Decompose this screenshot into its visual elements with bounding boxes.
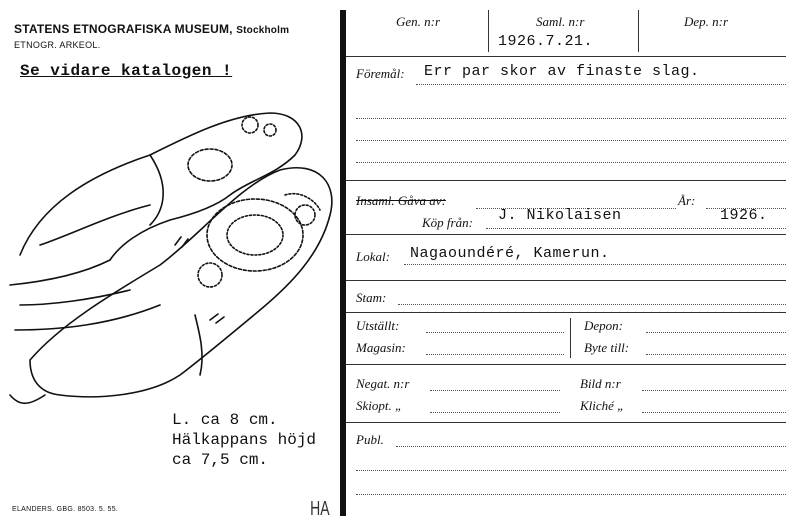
lokal-label: Lokal: [356, 249, 390, 264]
kop-value: J. Nikolaisen [498, 207, 622, 224]
depon-label: Depon: [584, 318, 623, 333]
catalog-card-right [346, 0, 796, 526]
dotted-line [642, 412, 786, 413]
rule-lokal [346, 280, 786, 281]
rule-kop [346, 234, 786, 235]
skiopt-label: Skiopt. „ [356, 398, 403, 413]
saml-number-value: 1926.7.21. [498, 33, 594, 50]
dotted-line [646, 354, 786, 355]
heel-height-value: ca 7,5 cm. [172, 451, 269, 469]
gen-number-label: Gen. n:r [396, 14, 441, 29]
insaml-label: Insaml. Gåva av: [356, 193, 446, 208]
header-divider-2 [638, 10, 639, 52]
dotted-line [646, 332, 786, 333]
rule-storage [346, 364, 786, 365]
kliche-label: Kliché „ [580, 398, 625, 413]
publ-label: Publ. [356, 432, 384, 447]
museum-city: Stockholm [236, 25, 290, 36]
foremal-value: Err par skor av finaste slag. [424, 63, 700, 80]
see-catalog-note: Se vidare katalogen ! [20, 62, 233, 80]
dotted-line [486, 228, 786, 229]
dotted-line [430, 412, 560, 413]
department-line: ETNOGR. ARKEOL. [14, 40, 101, 50]
length-note: L. ca 8 cm. [172, 411, 278, 429]
dotted-line [416, 84, 786, 85]
kop-year: 1926. [720, 207, 768, 224]
dotted-line [430, 390, 560, 391]
magasin-label: Magasin: [356, 340, 406, 355]
negat-label: Negat. n:r [356, 376, 410, 391]
kop-label: Köp från: [422, 215, 473, 230]
heel-height-label: Hälkappans höjd [172, 431, 317, 449]
dotted-line [356, 470, 786, 471]
dotted-line [642, 390, 786, 391]
header-divider-1 [488, 10, 489, 52]
dotted-line [396, 446, 786, 447]
dotted-line [426, 332, 564, 333]
museum-name [14, 22, 289, 36]
dotted-line [356, 162, 786, 163]
handwritten-mark: HA [310, 498, 330, 520]
rule-header [346, 56, 786, 57]
byte-label: Byte till: [584, 340, 630, 355]
utstallt-label: Utställt: [356, 318, 400, 333]
printer-imprint: ELANDERS. GBG. 8503. 5. 55. [12, 506, 119, 513]
dotted-line [426, 354, 564, 355]
rule-stam [346, 312, 786, 313]
shoe-illustration [0, 95, 340, 415]
saml-number-label: Saml. n:r [536, 14, 585, 29]
ar-label: År: [678, 193, 696, 208]
dotted-line [356, 118, 786, 119]
museum-name-text: STATENS ETNOGRAFISKA MUSEUM, [14, 22, 233, 36]
dotted-line [398, 304, 786, 305]
foremal-label: Föremål: [356, 66, 405, 81]
lokal-value: Nagaoundéré, Kamerun. [410, 245, 610, 262]
field-divider [570, 318, 571, 358]
measurement-note [172, 410, 316, 470]
dotted-line [404, 264, 786, 265]
rule-foremal [346, 180, 786, 181]
dotted-line [356, 494, 786, 495]
rule-photo [346, 422, 786, 423]
stam-label: Stam: [356, 290, 387, 305]
dotted-line [356, 140, 786, 141]
catalog-card-left [0, 0, 340, 526]
dep-number-label: Dep. n:r [684, 14, 729, 29]
bild-label: Bild n:r [580, 376, 621, 391]
